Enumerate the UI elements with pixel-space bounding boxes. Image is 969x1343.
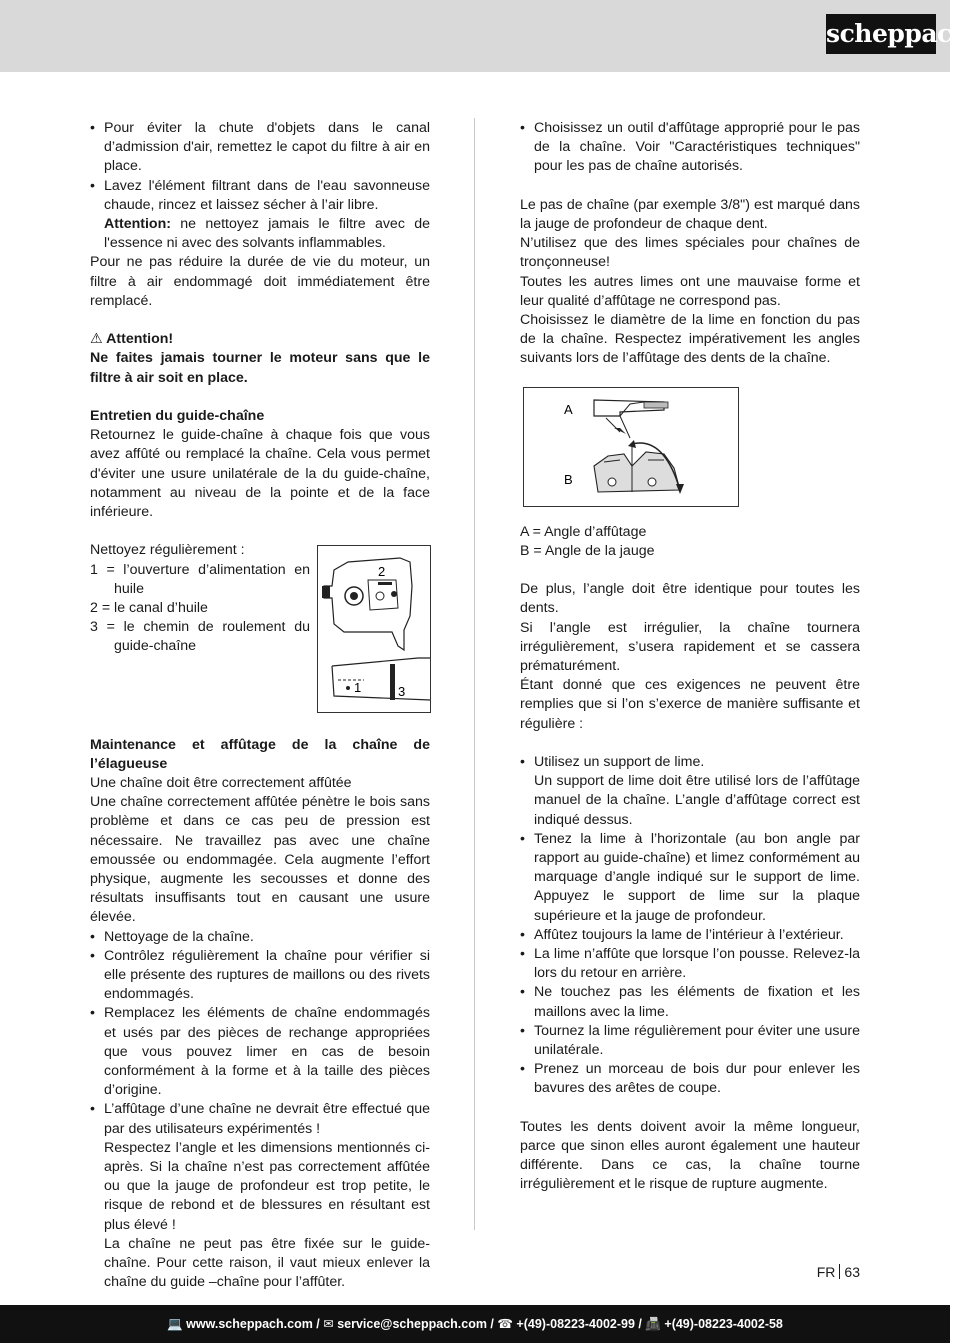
section-heading: Entretien du guide-chaîne (90, 408, 265, 425)
list-item: • Affûtez toujours la lame de l’intérieur à l’extérieur. (520, 926, 844, 943)
guide-bar-illustration (318, 546, 430, 712)
attention-note: Attention: ne nettoyez jamais le filtre avec de l'essence ni avec des solvants inflammables. (104, 216, 430, 252)
paragraph: Une chaîne doit être correctement affûtée (90, 775, 352, 792)
warning-text: Ne faites jamais tourner le moteur sans que le filtre à air soit en place. (90, 350, 430, 386)
section-heading: Maintenance et affûtage de la chaîne de l’élagueuse (90, 736, 430, 772)
list-item: • Tournez la lime régulièrement pour éviter une usure unilatérale. (520, 1022, 860, 1059)
list-item: • La lime n’affûte que lorsque l’on pousse. Relevez-la lors du retour en arrière. (520, 946, 860, 982)
paragraph: Une chaîne correctement affûtée pénètre le bois sans problème et dans ce cas peu de pression est nécessaire. Ne travaillez pas avec une chaîne emoussée ou endommagée. Cela augmente l’effort physique, augmente les secousses et donne des résultats insuffisants tout en causant une usure élevée. (90, 794, 430, 926)
list-item: • Prenez un morceau de bois dur pour enlever les bavures des arêtes de coupe. (520, 1061, 860, 1097)
page-header (0, 0, 969, 72)
guide-bar-figure (317, 545, 431, 713)
clean-item: 1 = l’ouverture d’alimentation en huile (90, 561, 310, 597)
figure-label: 1 (354, 680, 362, 696)
website-link[interactable]: www.scheppach.com / (182, 1317, 324, 1331)
paragraph: Toutes les dents doivent avoir la même longueur, parce que sinon elles auront également une hauteur différente. Dans ce cas, la chaîne tourne irrégulièrement et le risque de rupture augmente. (520, 1118, 860, 1193)
column-divider (474, 118, 475, 1230)
email-link[interactable]: service@scheppach.com / (333, 1317, 498, 1331)
list-item: • Choisissez un outil d'affûtage approprié pour le pas de la chaîne. Voir "Caractéristiques techniques" pour les pas de chaîne autorisés. (520, 120, 860, 175)
figure-label: B (564, 471, 573, 487)
page-number: FR 63 (816, 1264, 860, 1280)
clean-item: 3 = le chemin de roulement du guide-chaîne (90, 619, 310, 655)
list-item: • Remplacez les éléments de chaîne endommagés et usés par des pièces de rechange appropriées que vous pouvez limer en cas de besoin conformément à la forme et à la taille des pièces d’origine. (90, 1005, 430, 1099)
paragraph: La chaîne ne peut pas être fixée sur le guide-chaîne. Pour cette raison, il vaut mieux enlever la chaîne du guide –chaîne pour l’affûter. (104, 1235, 430, 1291)
figure-label: 2 (378, 564, 386, 580)
paragraph: Retournez le guide-chaîne à chaque fois que vous avez affûté ou remplacé la chaîne. Cela vous permet d'éviter une usure unilatérale de la du guide-chaîne, notamment au niveau de la pointe et de la face inférieure. (90, 427, 430, 521)
page-footer (0, 1305, 950, 1343)
figure-label: 3 (398, 684, 406, 700)
right-column (520, 119, 860, 1195)
left-column (90, 119, 430, 1293)
list-item: • L’affûtage d’une chaîne ne devrait être effectué que par des utilisateurs expérimentés ! (90, 1101, 430, 1137)
list-item: • Nettoyage de la chaîne. (90, 928, 254, 945)
figure-label: A (564, 401, 573, 417)
fax-number: +(49)-08223-4002-58 (660, 1317, 783, 1331)
cleaning-block (90, 542, 430, 716)
warning-title: ⚠ Attention! (90, 331, 174, 348)
clean-title: Nettoyez régulièrement : (90, 542, 245, 559)
paragraph: Respectez l’angle et les dimensions mentionnés ci-après. Si la chaîne n’est pas correctement affûtée ou que la jauge de profondeur est trop petite, le risque de rebond et de blessures en résultant est plus élevé ! (104, 1139, 430, 1233)
warning-icon: ⚠ (90, 331, 103, 348)
sharpening-angle-illustration (524, 388, 738, 506)
mail-icon: ✉ (323, 1316, 334, 1331)
list-item: • Utilisez un support de lime. (520, 754, 705, 771)
list-item: • Pour éviter la chute d'objets dans le canal d’admission d'air, remettez le capot du filtre à air en place. (90, 120, 430, 175)
scheppach-logo: scheppach (826, 14, 936, 54)
paragraph: Un support de lime doit être utilisé lors de l’affûtage manuel de la chaîne. L’angle d’affûtage correct est indiqué dessus. (534, 773, 860, 828)
computer-icon: 💻 (167, 1316, 183, 1331)
paragraph: Choisissez le diamètre de la lime en fonction du pas de la chaîne. Respectez impérativement les angles suivants lors de l’affûtage des dents de la chaîne. (520, 312, 860, 367)
list-item: • Lavez l'élément filtrant dans de l'eau savonneuse chaude, rincez et laissez sécher à l’air libre. (90, 177, 430, 213)
list-item: • Contrôlez régulièrement la chaîne pour vérifier si elle présente des ruptures de maillons ou des rivets endommagés. (90, 947, 430, 1003)
paragraph: Le pas de chaîne (par exemple 3/8") est marqué dans la jauge de profondeur de chaque dent. (520, 196, 860, 232)
phone-icon: ☎ (497, 1316, 513, 1331)
fax-icon: 📠 (645, 1316, 661, 1331)
figure-legend: B = Angle de la jauge (520, 542, 655, 559)
paragraph: Pour ne pas réduire la durée de vie du moteur, un filtre à air endommagé doit immédiatement être remplacé. (90, 254, 430, 309)
paragraph: De plus, l’angle doit être identique pour toutes les dents. (520, 581, 860, 617)
list-item: • Ne touchez pas les éléments de fixation et les maillons avec la lime. (520, 984, 860, 1020)
sharpening-angle-figure (523, 387, 739, 507)
figure-legend: A = Angle d’affûtage (520, 523, 647, 540)
paragraph: N’utilisez que des limes spéciales pour chaînes de tronçonneuse! (520, 235, 860, 271)
paragraph: Toutes les autres limes ont une mauvaise forme et leur qualité d’affûtage ne correspond pas. (520, 273, 860, 309)
paragraph: Si l’angle est irrégulier, la chaîne tournera irrégulièrement, s’usera rapidement et se cassera prématurément. (520, 619, 860, 675)
paragraph: Étant donné que ces exigences ne peuvent être remplies que si l’on s’exerce de manière suffisante et régulière : (520, 677, 860, 732)
list-item: • Tenez la lime à l’horizontale (au bon angle par rapport au guide-chaîne) et limez conformément au marquage d’angle indiqué sur le support de lime. Appuyez le support de lime sur la plaque supérieure et la jauge de profondeur. (520, 830, 860, 924)
clean-item: 2 = le canal d’huile (90, 600, 208, 617)
phone-number: +(49)-08223-4002-99 / (512, 1317, 646, 1331)
